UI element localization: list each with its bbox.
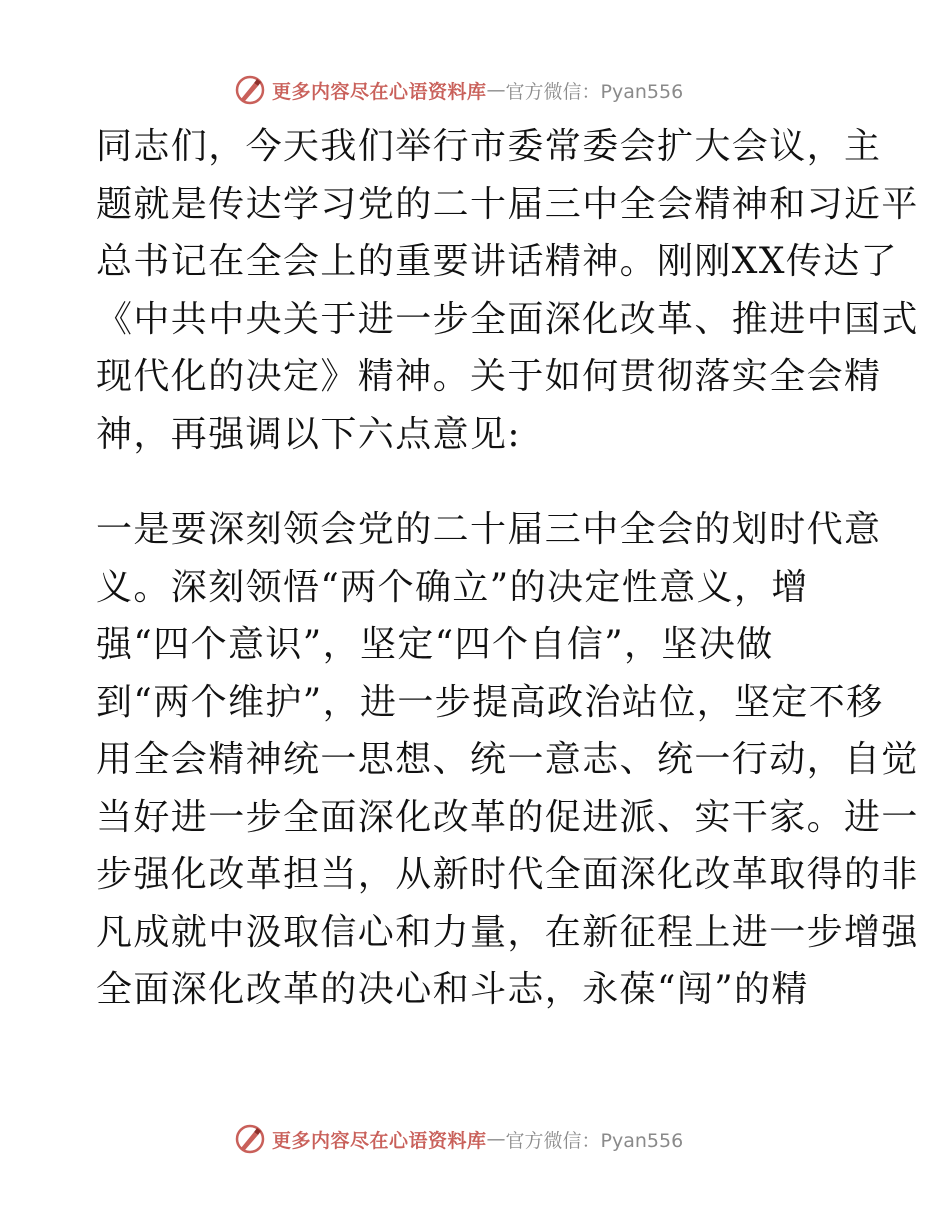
- text-line: 凡成就中汲取信心和力量，在新征程上进一步增强: [96, 911, 919, 953]
- text-line: 同志们，今天我们举行市委常委会扩大会议，主: [96, 126, 882, 167]
- document-body: [96, 118, 919, 1019]
- text-line: 强“四个意识”，坚定“四个自信”，坚决做: [96, 624, 774, 665]
- footer-watermark: [234, 1122, 683, 1156]
- text-line: 用全会精神统一思想、统一意志、统一行动，自觉: [96, 739, 919, 780]
- text-line: 一是要深刻领会党的二十届三中全会的划时代意: [96, 509, 882, 550]
- text-line: 题就是传达学习党的二十届三中全会精神和习近平: [96, 183, 919, 225]
- text-line: 现代化的决定》精神。关于如何贯彻落实全会精: [96, 356, 882, 397]
- pen-logo-icon: [234, 1123, 266, 1155]
- text-line: 当好进一步全面深化改革的促进派、实干家。进一: [96, 796, 919, 838]
- text-line: 义。深刻领悟“两个确立”的决定性意义，增: [96, 566, 809, 608]
- text-line: 总书记在全会上的重要讲话精神。刚刚XX传达了: [96, 241, 899, 282]
- paragraph-point-one: [96, 501, 919, 1019]
- watermark-dash: —: [486, 79, 506, 101]
- watermark-wechat: 官方微信：Pyan556: [505, 80, 684, 103]
- text-line: 神，再强调以下六点意见:: [96, 413, 521, 455]
- header-watermark: [234, 73, 683, 107]
- text-line: 《中共中央关于进一步全面深化改革、推进中国式: [96, 298, 919, 340]
- watermark-dash: —: [486, 1128, 506, 1150]
- text-line: 步强化改革担当，从新时代全面深化改革取得的非: [96, 854, 919, 895]
- pen-logo-icon: [234, 74, 266, 106]
- paragraph-intro: [96, 118, 919, 463]
- text-line: 全面深化改革的决心和斗志，永葆“闯”的精: [96, 969, 809, 1010]
- watermark-brand: 更多内容尽在心语资料库: [272, 1129, 487, 1152]
- watermark-brand: 更多内容尽在心语资料库: [272, 80, 487, 103]
- watermark-wechat: 官方微信：Pyan556: [505, 1129, 684, 1152]
- text-line: 到“两个维护”，进一步提高政治站位，坚定不移: [96, 681, 884, 723]
